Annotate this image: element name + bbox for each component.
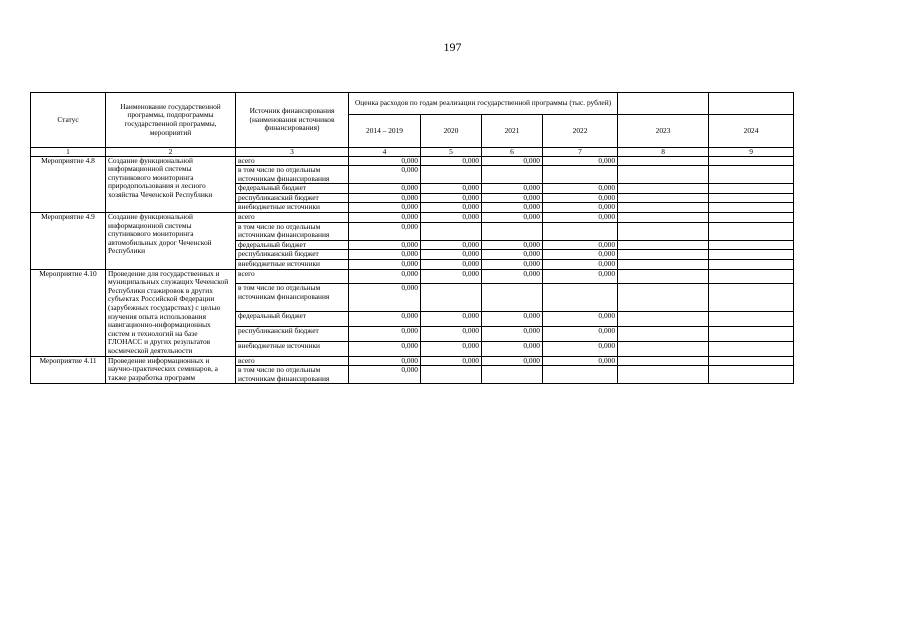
header-source: Источник финансирования (наименования источников финансирования)	[236, 93, 349, 148]
amount-cell	[709, 341, 794, 356]
column-number: 6	[482, 148, 543, 157]
amount-cell: 0,000	[421, 156, 482, 166]
amount-cell: 0,000	[421, 193, 482, 203]
amount-cell	[618, 156, 709, 166]
measure-status: Мероприятие 4.10	[31, 269, 106, 356]
column-number: 1	[31, 148, 106, 157]
amount-cell	[482, 366, 543, 384]
amount-cell	[618, 284, 709, 312]
header-year: 2022	[543, 115, 618, 148]
amount-cell	[618, 166, 709, 184]
amount-cell: 0,000	[421, 184, 482, 194]
amount-cell	[709, 203, 794, 213]
amount-cell: 0,000	[421, 240, 482, 250]
column-number: 2	[106, 148, 236, 157]
amount-cell	[709, 166, 794, 184]
amount-cell: 0,000	[543, 193, 618, 203]
amount-cell: 0,000	[482, 269, 543, 284]
table-body	[31, 156, 794, 384]
amount-cell	[618, 341, 709, 356]
amount-cell: 0,000	[349, 327, 421, 342]
amount-cell: 0,000	[543, 356, 618, 366]
amount-cell: 0,000	[349, 156, 421, 166]
column-number: 5	[421, 148, 482, 157]
amount-cell: 0,000	[482, 213, 543, 223]
amount-cell	[709, 193, 794, 203]
funding-source: федеральный бюджет	[236, 312, 349, 327]
funding-source: внебюджетные источники	[236, 341, 349, 356]
amount-cell: 0,000	[543, 156, 618, 166]
header-blank-2023	[618, 93, 709, 115]
amount-cell	[618, 222, 709, 240]
header-status: Статус	[31, 93, 106, 148]
column-number: 4	[349, 148, 421, 157]
amount-cell	[709, 356, 794, 366]
table-row	[31, 356, 794, 366]
amount-cell: 0,000	[349, 312, 421, 327]
amount-cell: 0,000	[421, 203, 482, 213]
amount-cell	[618, 260, 709, 270]
amount-cell: 0,000	[482, 356, 543, 366]
amount-cell	[709, 213, 794, 223]
amount-cell: 0,000	[482, 203, 543, 213]
amount-cell	[543, 284, 618, 312]
amount-cell	[543, 166, 618, 184]
funding-source: в том числе по отдельным источникам финансирования	[236, 166, 349, 184]
amount-cell	[618, 327, 709, 342]
column-number: 7	[543, 148, 618, 157]
budget-table	[30, 92, 794, 384]
header-estimate: Оценка расходов по годам реализации государственной программы (тыс. рублей)	[349, 93, 618, 115]
header-year: 2023	[618, 115, 709, 148]
amount-cell: 0,000	[349, 269, 421, 284]
funding-source: всего	[236, 356, 349, 366]
measure-status: Мероприятие 4.11	[31, 356, 106, 384]
amount-cell: 0,000	[349, 184, 421, 194]
amount-cell: 0,000	[349, 203, 421, 213]
amount-cell: 0,000	[421, 341, 482, 356]
amount-cell	[482, 166, 543, 184]
amount-cell: 0,000	[421, 260, 482, 270]
measure-status: Мероприятие 4.8	[31, 156, 106, 213]
amount-cell	[709, 250, 794, 260]
amount-cell: 0,000	[543, 269, 618, 284]
amount-cell	[618, 240, 709, 250]
amount-cell: 0,000	[349, 213, 421, 223]
amount-cell: 0,000	[349, 250, 421, 260]
funding-source: республиканский бюджет	[236, 327, 349, 342]
amount-cell	[618, 193, 709, 203]
amount-cell	[618, 312, 709, 327]
amount-cell: 0,000	[543, 240, 618, 250]
amount-cell: 0,000	[482, 156, 543, 166]
amount-cell	[618, 203, 709, 213]
amount-cell: 0,000	[421, 356, 482, 366]
header-year: 2020	[421, 115, 482, 148]
amount-cell: 0,000	[482, 184, 543, 194]
funding-source: внебюджетные источники	[236, 260, 349, 270]
amount-cell: 0,000	[349, 240, 421, 250]
amount-cell: 0,000	[482, 260, 543, 270]
funding-source: всего	[236, 213, 349, 223]
measure-name: Создание функциональной информационной системы спутникового мониторинга природопользования и лесного хозяйства Чеченской Республики	[106, 156, 236, 213]
header-year: 2024	[709, 115, 794, 148]
amount-cell: 0,000	[482, 250, 543, 260]
amount-cell: 0,000	[421, 269, 482, 284]
amount-cell	[709, 184, 794, 194]
amount-cell	[618, 213, 709, 223]
header-year: 2021	[482, 115, 543, 148]
header-name: Наименование государственной программы, подпрограммы государственной программы, мероприятий	[106, 93, 236, 148]
amount-cell: 0,000	[543, 260, 618, 270]
amount-cell: 0,000	[482, 193, 543, 203]
column-number: 9	[709, 148, 794, 157]
funding-source: в том числе по отдельным источникам финансирования	[236, 222, 349, 240]
amount-cell: 0,000	[482, 312, 543, 327]
measure-name: Создание функциональной информационной системы спутникового мониторинга автомобильных дорог Чеченской Республики	[106, 213, 236, 270]
amount-cell: 0,000	[482, 327, 543, 342]
amount-cell: 0,000	[482, 240, 543, 250]
amount-cell	[421, 166, 482, 184]
amount-cell	[618, 366, 709, 384]
amount-cell	[709, 366, 794, 384]
amount-cell: 0,000	[349, 356, 421, 366]
amount-cell	[709, 284, 794, 312]
funding-source: в том числе по отдельным источникам финансирования	[236, 284, 349, 312]
amount-cell: 0,000	[349, 284, 421, 312]
amount-cell: 0,000	[543, 327, 618, 342]
table-row	[31, 213, 794, 223]
header-blank-2024	[709, 93, 794, 115]
measure-name: Проведение для государственных и муниципальных служащих Чеченской Республики стажировок в других субъектах Российской Федерации (зарубежных государствах) с целью изучения опыта использования навигационно-информационных систем и технологий на базе ГЛОНАСС и других результатов космической деятельности	[106, 269, 236, 356]
amount-cell	[618, 356, 709, 366]
amount-cell: 0,000	[421, 250, 482, 260]
amount-cell: 0,000	[349, 366, 421, 384]
table-row	[31, 156, 794, 166]
amount-cell: 0,000	[349, 166, 421, 184]
amount-cell	[709, 260, 794, 270]
funding-source: всего	[236, 269, 349, 284]
amount-cell	[709, 240, 794, 250]
amount-cell: 0,000	[349, 222, 421, 240]
page-number: 197	[443, 40, 462, 54]
amount-cell: 0,000	[543, 213, 618, 223]
funding-source: федеральный бюджет	[236, 240, 349, 250]
amount-cell: 0,000	[421, 312, 482, 327]
amount-cell: 0,000	[349, 260, 421, 270]
amount-cell	[709, 156, 794, 166]
header-year: 2014 – 2019	[349, 115, 421, 148]
amount-cell	[543, 366, 618, 384]
amount-cell	[482, 284, 543, 312]
amount-cell: 0,000	[349, 341, 421, 356]
amount-cell: 0,000	[543, 250, 618, 260]
funding-source: федеральный бюджет	[236, 184, 349, 194]
amount-cell	[709, 269, 794, 284]
amount-cell	[421, 284, 482, 312]
amount-cell: 0,000	[543, 312, 618, 327]
funding-source: всего	[236, 156, 349, 166]
amount-cell: 0,000	[482, 341, 543, 356]
amount-cell: 0,000	[421, 327, 482, 342]
amount-cell	[618, 184, 709, 194]
funding-source: республиканский бюджет	[236, 250, 349, 260]
amount-cell	[618, 269, 709, 284]
amount-cell	[421, 222, 482, 240]
amount-cell	[709, 312, 794, 327]
amount-cell: 0,000	[543, 341, 618, 356]
amount-cell: 0,000	[349, 193, 421, 203]
funding-source: республиканский бюджет	[236, 193, 349, 203]
amount-cell	[709, 222, 794, 240]
column-number: 3	[236, 148, 349, 157]
amount-cell: 0,000	[543, 203, 618, 213]
column-number: 8	[618, 148, 709, 157]
table-row	[31, 269, 794, 284]
amount-cell	[618, 250, 709, 260]
amount-cell	[482, 222, 543, 240]
measure-status: Мероприятие 4.9	[31, 213, 106, 270]
amount-cell	[709, 327, 794, 342]
amount-cell	[543, 222, 618, 240]
amount-cell: 0,000	[421, 213, 482, 223]
measure-name: Проведение информационных и научно-практических семинаров, а также разработка программ	[106, 356, 236, 384]
amount-cell	[421, 366, 482, 384]
funding-source: в том числе по отдельным источникам финансирования	[236, 366, 349, 384]
amount-cell: 0,000	[543, 184, 618, 194]
funding-source: внебюджетные источники	[236, 203, 349, 213]
